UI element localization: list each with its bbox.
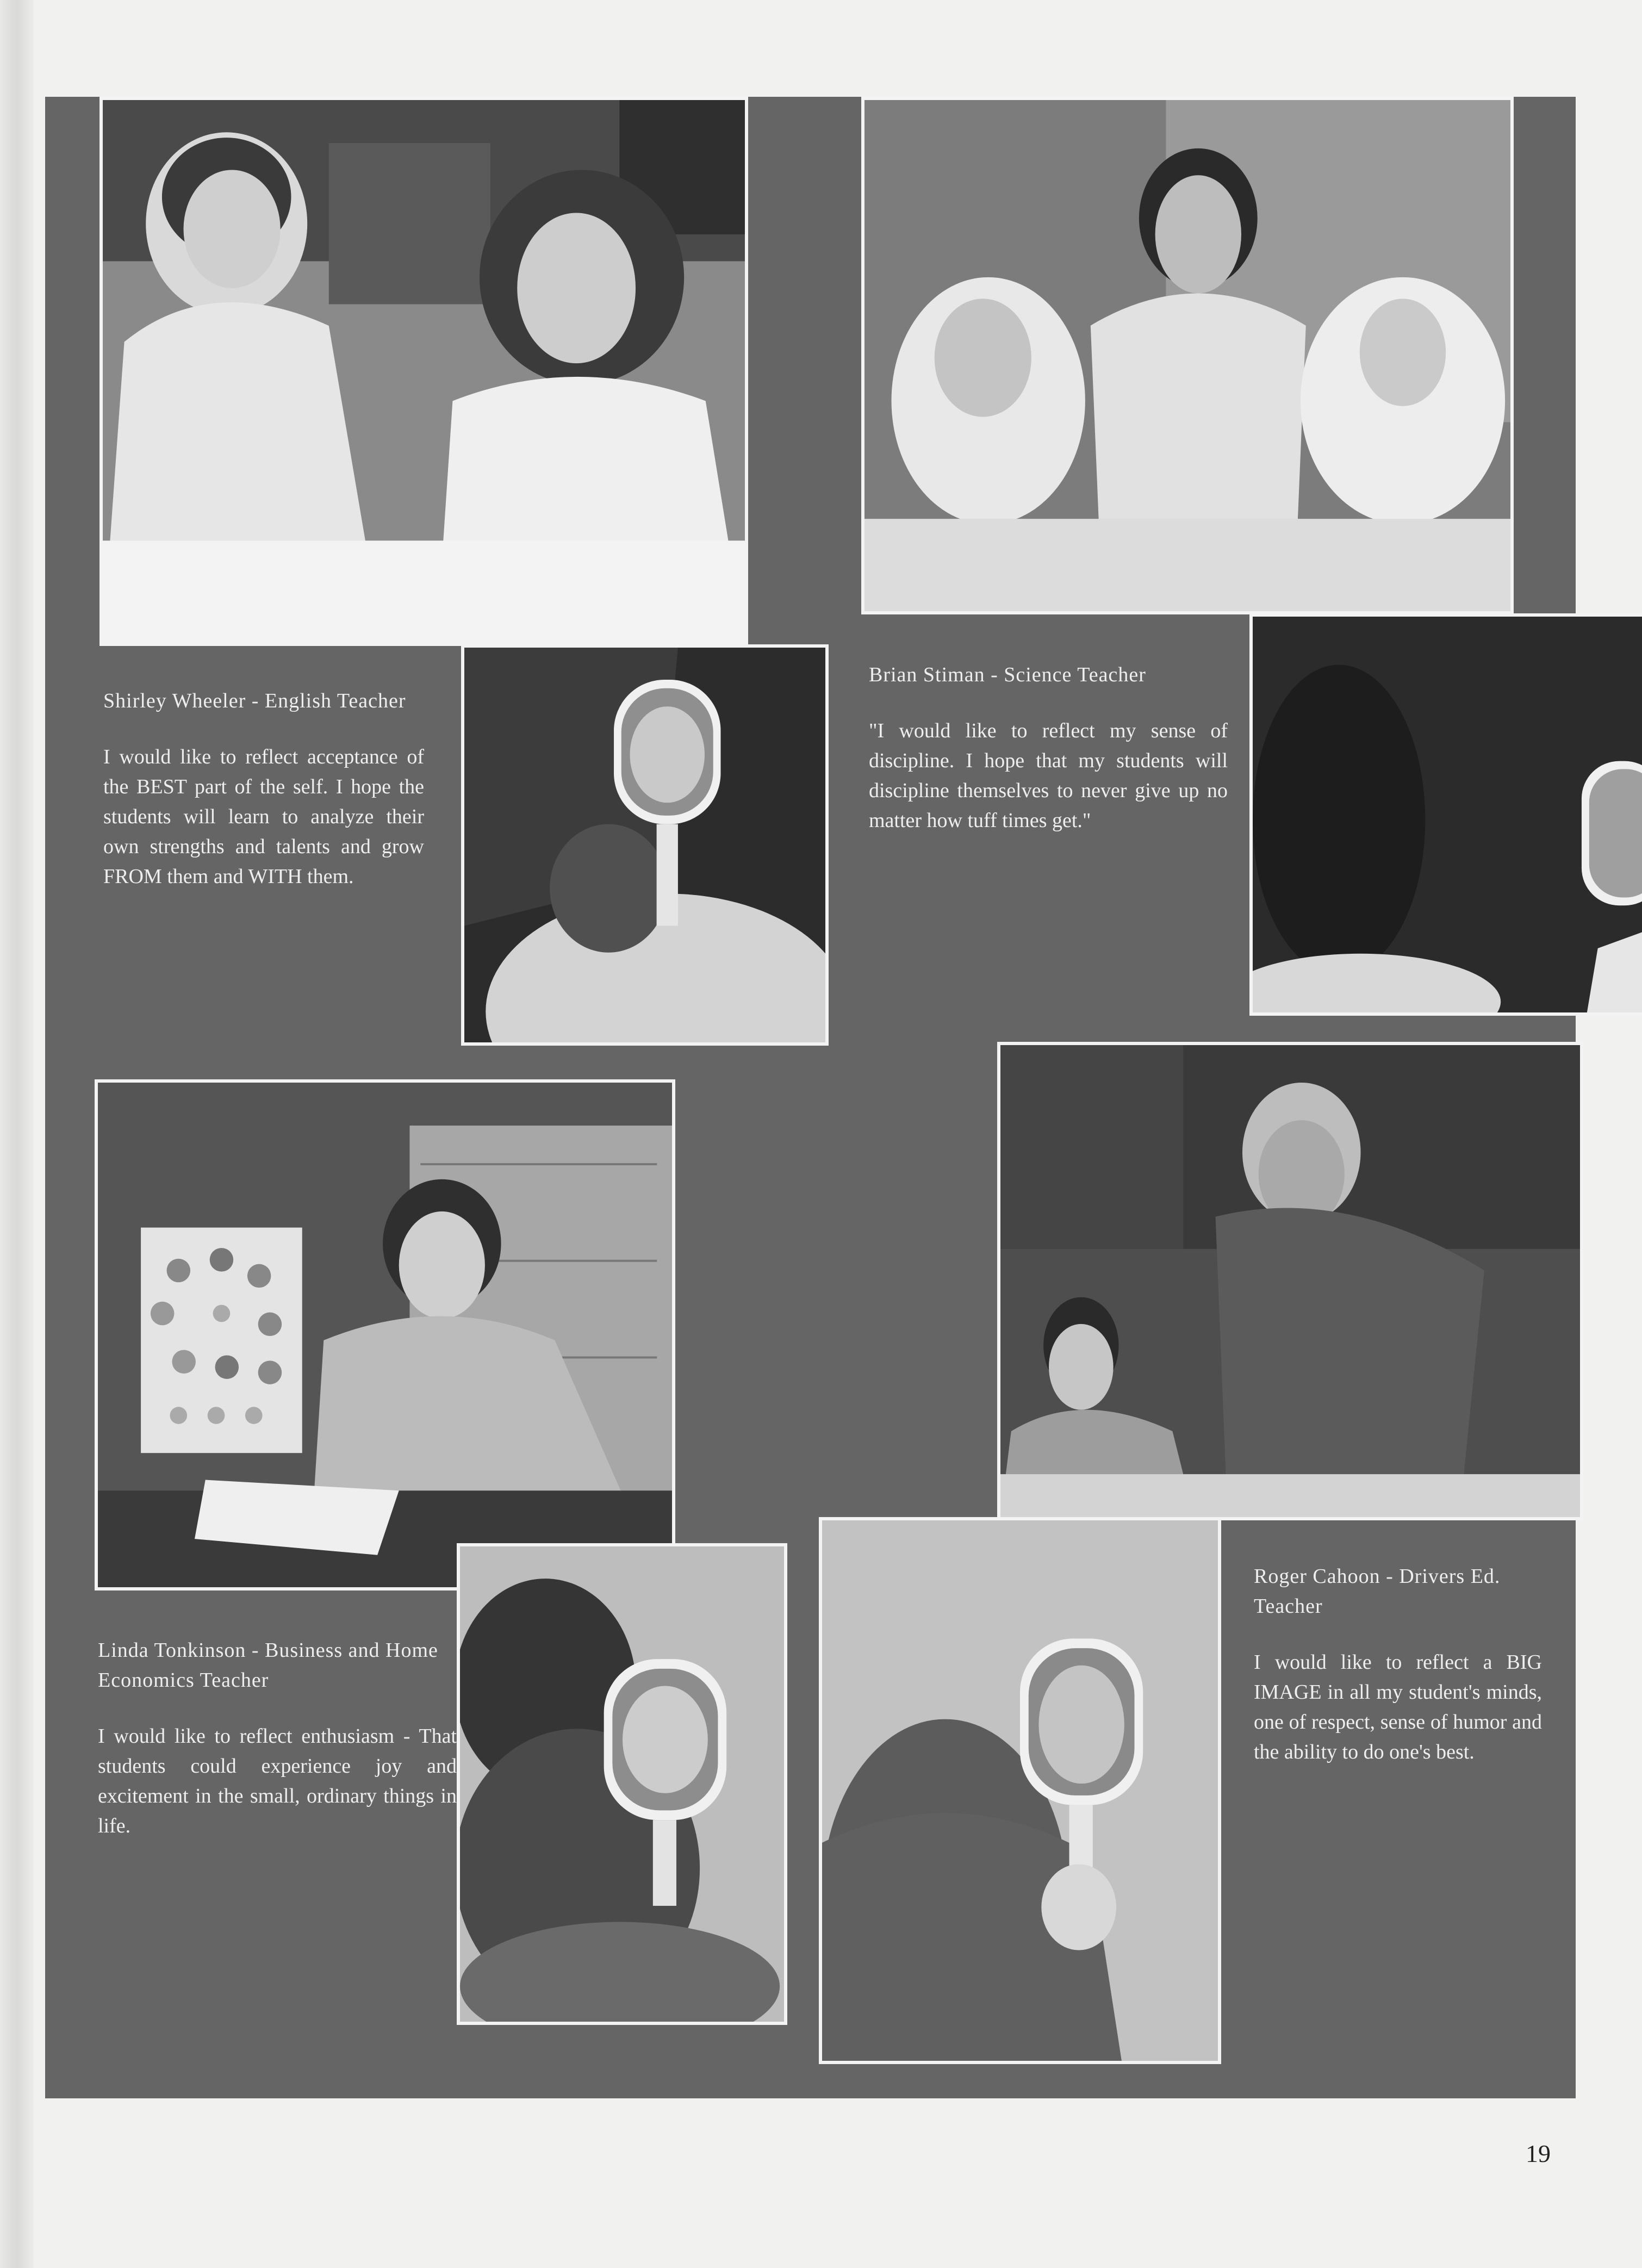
- photo-shirley-wheeler-mirror: [461, 644, 829, 1046]
- page-number: 19: [1526, 2140, 1551, 2167]
- caption-brian-stiman: [869, 660, 1228, 836]
- caption-roger-cahoon: [1254, 1562, 1542, 1767]
- photo-brian-stiman-classroom: [861, 97, 1514, 614]
- caption-linda-tonkinson: [98, 1636, 457, 1841]
- teacher-name-line: Roger Cahoon - Drivers Ed. Teacher: [1254, 1565, 1501, 1618]
- teacher-quote: I would like to reflect a BIG IMAGE in all my student's minds, one of respect, sense of humor and the ability to do one's best.: [1254, 1651, 1542, 1763]
- teacher-name-line: Brian Stiman - Science Teacher: [869, 663, 1146, 686]
- photo-shirley-wheeler-classroom: [99, 97, 748, 646]
- photo-roger-cahoon-classroom: [997, 1042, 1583, 1520]
- caption-shirley-wheeler: [103, 686, 424, 892]
- photo-brian-stiman-mirror: [1249, 613, 1642, 1016]
- photo-roger-cahoon-mirror: [819, 1517, 1221, 2064]
- teacher-quote: "I would like to reflect my sense of discipline. I hope that my students will discipline themselves to never give up no matter how tuff times get.": [869, 719, 1228, 832]
- teacher-quote: I would like to reflect acceptance of the BEST part of the self. I hope the students will learn to analyze their own strengths and talents and grow FROM them and WITH them.: [103, 745, 424, 888]
- teacher-name-line: Linda Tonkinson - Business and Home Economics Teacher: [98, 1639, 438, 1692]
- teacher-name-line: Shirley Wheeler - English Teacher: [103, 689, 406, 712]
- photo-linda-tonkinson-mirror: [457, 1543, 787, 2025]
- photo-linda-tonkinson-classroom: [95, 1079, 675, 1590]
- teacher-quote: I would like to reflect enthusiasm - That students could experience joy and excitement in the small, ordinary things in life.: [98, 1725, 457, 1837]
- binding-edge: [0, 0, 34, 2268]
